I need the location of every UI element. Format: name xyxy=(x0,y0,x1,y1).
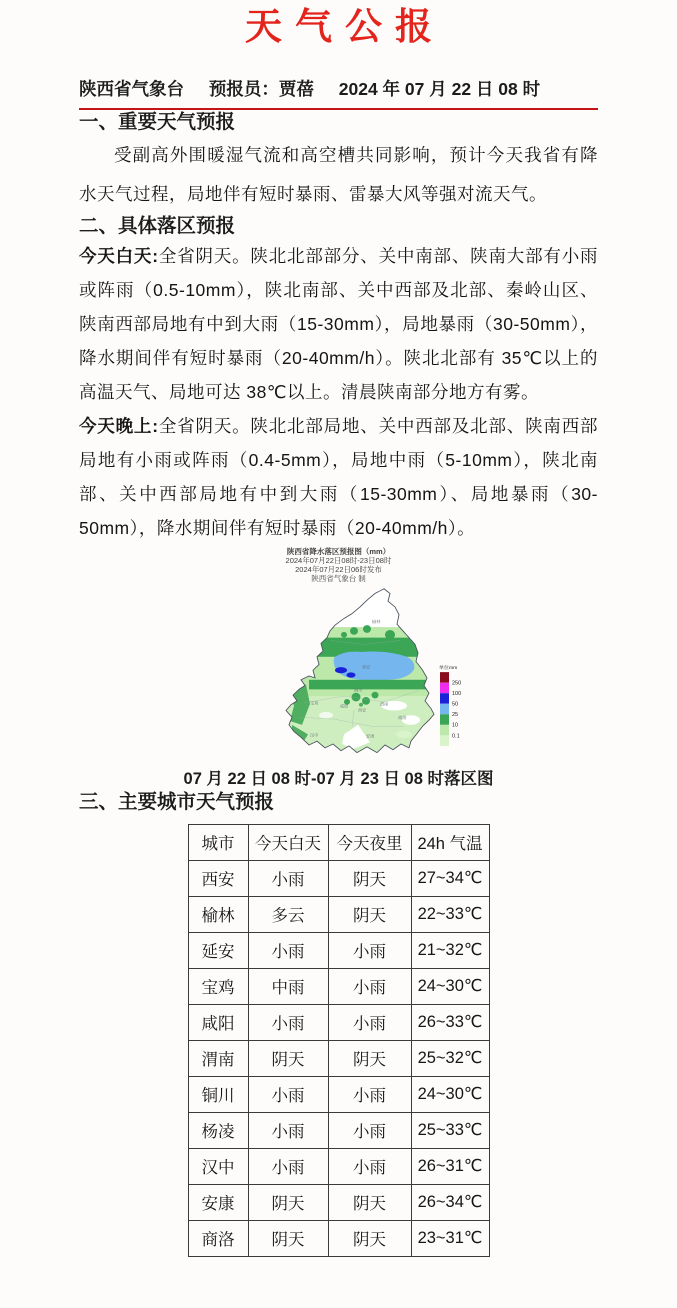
night-weather-cell: 小雨 xyxy=(328,1004,411,1040)
forecaster-name: 预报员：贾蓓 xyxy=(208,79,314,99)
issue-datetime: 2024 年 07 月 22 日 08 时 xyxy=(338,79,541,99)
legend-swatch-25 xyxy=(440,704,449,715)
night-weather-cell: 小雨 xyxy=(328,932,411,968)
table-row xyxy=(188,896,489,932)
section1-heading: 一、重要天气预报 xyxy=(79,111,236,133)
precipitation-map xyxy=(199,545,479,767)
legend-swatch-0.1 xyxy=(440,725,449,736)
night-text: 全省阴天。陕北北部局地、关中西部及北部、陕南西部局地有小雨或阵雨（0.4-5mm），局地中雨（5-10mm），陕北南部、关中西部局地有中到大雨（15-30mm）、局地暴雨（30-50mm），降水期间伴有短时暴雨（20-40mm/h）。 xyxy=(79,416,599,538)
temp-range-cell: 24~30℃ xyxy=(411,1076,489,1112)
legend-value: 50 xyxy=(451,701,458,708)
col-header-temp: 24h 气温 xyxy=(411,824,489,860)
city-cell: 咸阳 xyxy=(188,1004,248,1040)
day-weather-cell: 小雨 xyxy=(248,1076,328,1112)
city-cell: 宝鸡 xyxy=(188,968,248,1004)
col-header-night: 今天夜里 xyxy=(328,824,411,860)
map-regions xyxy=(274,583,444,767)
day-weather-cell: 小雨 xyxy=(248,1004,328,1040)
day-weather-cell: 多云 xyxy=(248,896,328,932)
col-header-city: 城市 xyxy=(188,824,248,860)
map-valid-period: 2024年07月22日08时-23日08时 xyxy=(285,556,392,565)
weather-bulletin-page xyxy=(0,4,677,1257)
map-issue-time: 2024年07月22日06时发布 xyxy=(295,565,382,574)
temp-range-cell: 26~34℃ xyxy=(411,1184,489,1220)
map-label-xianyang: 咸阳 xyxy=(339,703,348,709)
table-row xyxy=(188,1004,489,1040)
map-label-shangluo: 商洛 xyxy=(397,715,406,721)
table-header-row xyxy=(188,824,489,860)
city-cell: 西安 xyxy=(188,860,248,896)
temp-range-cell: 26~31℃ xyxy=(411,1148,489,1184)
day-weather-cell: 小雨 xyxy=(248,1112,328,1148)
temp-range-cell: 22~33℃ xyxy=(411,896,489,932)
night-weather-cell: 小雨 xyxy=(328,968,411,1004)
col-header-day: 今天白天 xyxy=(248,824,328,860)
legend-value: 100 xyxy=(451,691,461,698)
section1-body: 受副高外围暖湿气流和高空槽共同影响，预计今天我省有降水天气过程，局地伴有短时暴雨、雷暴大风等强对流天气。 xyxy=(79,144,598,204)
table-row xyxy=(188,1040,489,1076)
city-cell: 渭南 xyxy=(188,1040,248,1076)
night-weather-cell: 阴天 xyxy=(328,860,411,896)
table-row xyxy=(188,1112,489,1148)
temp-range-cell: 26~33℃ xyxy=(411,1004,489,1040)
bulletin-header xyxy=(79,78,598,110)
legend-value: 250 xyxy=(451,680,461,687)
legend-value: 25 xyxy=(451,712,458,719)
day-weather-cell: 小雨 xyxy=(248,1148,328,1184)
day-weather-cell: 阴天 xyxy=(248,1184,328,1220)
night-forecast xyxy=(79,409,598,545)
map-label-yulin: 榆林 xyxy=(371,619,380,625)
map-label-yanan: 延安 xyxy=(361,664,370,670)
map-label-ankang: 安康 xyxy=(365,733,374,739)
map-label-xian: 西安 xyxy=(357,707,366,713)
city-cell: 杨凌 xyxy=(188,1112,248,1148)
issuing-office: 陕西省气象台 xyxy=(79,79,184,99)
day-weather-cell: 小雨 xyxy=(248,932,328,968)
daytime-forecast xyxy=(79,239,598,409)
table-row xyxy=(188,1184,489,1220)
daytime-label: 今天白天: xyxy=(79,246,159,266)
map-title-block xyxy=(199,545,479,583)
page-title: 天气公报 xyxy=(245,7,445,48)
region-rainstorm-dark-blue xyxy=(335,667,347,673)
legend-swatch-250 xyxy=(440,672,449,683)
temp-range-cell: 24~30℃ xyxy=(411,968,489,1004)
night-weather-cell: 小雨 xyxy=(328,1076,411,1112)
table-row xyxy=(188,1076,489,1112)
city-cell: 榆林 xyxy=(188,896,248,932)
map-title: 陕西省降水落区预报图（mm） xyxy=(286,547,391,556)
temp-range-cell: 27~34℃ xyxy=(411,860,489,896)
night-weather-cell: 小雨 xyxy=(328,1112,411,1148)
day-weather-cell: 小雨 xyxy=(248,860,328,896)
legend-swatch-10 xyxy=(440,714,449,725)
map-producer: 陕西省气象台 制 xyxy=(311,574,366,583)
legend-unit-label: 单位mm xyxy=(438,666,457,672)
shaanxi-precipitation-map-image xyxy=(204,583,474,767)
table-row xyxy=(188,1220,489,1256)
night-weather-cell: 小雨 xyxy=(328,1148,411,1184)
legend-swatch-100 xyxy=(440,683,449,694)
region-heavy-rain-blue xyxy=(333,652,414,681)
day-weather-cell: 中雨 xyxy=(248,968,328,1004)
legend-value: 10 xyxy=(451,722,458,729)
city-cell: 延安 xyxy=(188,932,248,968)
legend-swatch-trace xyxy=(440,735,449,746)
night-weather-cell: 阴天 xyxy=(328,1220,411,1256)
map-label-hanzhong: 汉中 xyxy=(309,732,318,738)
night-weather-cell: 阴天 xyxy=(328,896,411,932)
map-caption: 07 月 22 日 08 时-07 月 23 日 08 时落区图 xyxy=(183,770,494,788)
table-row xyxy=(188,860,489,896)
legend-swatch-50 xyxy=(440,693,449,704)
map-legend xyxy=(439,664,461,746)
legend-value: 0.1 xyxy=(451,733,460,740)
city-forecast-table xyxy=(188,824,490,1257)
night-weather-cell: 阴天 xyxy=(328,1040,411,1076)
temp-range-cell: 21~32℃ xyxy=(411,932,489,968)
city-cell: 汉中 xyxy=(188,1148,248,1184)
night-weather-cell: 阴天 xyxy=(328,1184,411,1220)
temp-range-cell: 25~33℃ xyxy=(411,1112,489,1148)
table-row xyxy=(188,1148,489,1184)
daytime-text: 全省阴天。陕北北部部分、关中南部、陕南大部有小雨或阵雨（0.5-10mm），陕北南部、关中西部及北部、秦岭山区、陕南西部局地有中到大雨（15-30mm），局地暴雨（30-50mm），降水期间伴有短时暴雨（20-40mm/h）。陕北北部有 35℃以上的高温天气、局地可达 38℃以上。清晨陕南部分地方有雾。 xyxy=(79,246,599,402)
night-label: 今天晚上: xyxy=(79,416,159,436)
city-cell: 安康 xyxy=(188,1184,248,1220)
section3-heading: 三、主要城市天气预报 xyxy=(79,791,275,813)
day-weather-cell: 阴天 xyxy=(248,1040,328,1076)
temp-range-cell: 25~32℃ xyxy=(411,1040,489,1076)
day-weather-cell: 阴天 xyxy=(248,1220,328,1256)
section2-heading: 二、具体落区预报 xyxy=(79,214,236,237)
map-label-weinan: 渭南 xyxy=(379,701,388,707)
temp-range-cell: 23~31℃ xyxy=(411,1220,489,1256)
table-row xyxy=(188,932,489,968)
map-label-baoji: 宝鸡 xyxy=(309,700,318,706)
city-cell: 商洛 xyxy=(188,1220,248,1256)
city-cell: 铜川 xyxy=(188,1076,248,1112)
table-row xyxy=(188,968,489,1004)
map-label-tongchuan: 铜川 xyxy=(353,687,362,693)
